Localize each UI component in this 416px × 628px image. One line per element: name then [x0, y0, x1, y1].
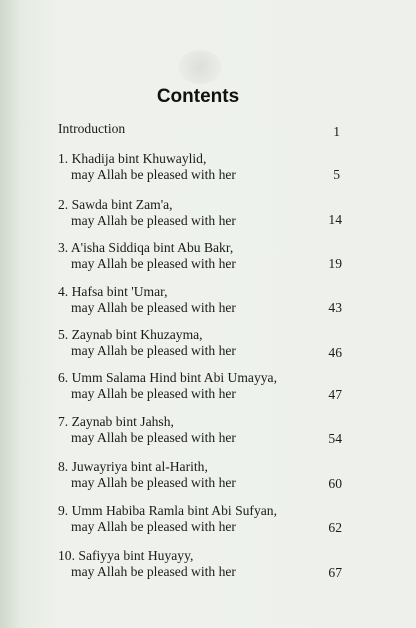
toc-entry-title: Introduction	[58, 121, 126, 136]
toc-entry-title: 6. Umm Salama Hind bint Abi Umayya,	[58, 370, 277, 385]
toc-entry-subtitle: may Allah be pleased with her	[71, 343, 236, 358]
toc-page-number: 14	[328, 212, 342, 227]
toc-page-number: 1	[333, 124, 340, 139]
toc-entry-aisha[interactable]	[58, 240, 338, 272]
toc-page-number: 60	[328, 476, 342, 491]
toc-page-number: 46	[328, 345, 342, 360]
toc-entry-title: 3. A'isha Siddiqa bint Abu Bakr,	[58, 240, 234, 255]
toc-entry-subtitle: may Allah be pleased with her	[71, 386, 236, 401]
toc-entry-subtitle: may Allah be pleased with her	[71, 300, 236, 315]
toc-entry-subtitle: may Allah be pleased with her	[71, 519, 236, 534]
toc-entry-hafsa[interactable]	[58, 284, 338, 316]
toc-entry-umm-habiba[interactable]	[58, 503, 338, 535]
toc-page-number: 19	[328, 256, 342, 271]
page-title: Contents	[156, 86, 240, 107]
toc-entry-title: 7. Zaynab bint Jahsh,	[58, 414, 174, 429]
toc-entry-subtitle: may Allah be pleased with her	[71, 167, 236, 182]
toc-entry-khadija[interactable]	[58, 151, 338, 183]
toc-entry-title: 5. Zaynab bint Khuzayma,	[58, 327, 203, 342]
toc-entry-umm-salama[interactable]	[58, 370, 338, 402]
toc-entry-subtitle: may Allah be pleased with her	[71, 213, 236, 228]
toc-entry-title: 2. Sawda bint Zam'a,	[58, 197, 173, 212]
toc-entry-title: 4. Hafsa bint 'Umar,	[58, 284, 168, 299]
toc-entry-subtitle: may Allah be pleased with her	[71, 475, 236, 490]
toc-page-number: 67	[328, 565, 342, 580]
toc-entry-subtitle: may Allah be pleased with her	[71, 256, 236, 271]
toc-entry-title: 9. Umm Habiba Ramla bint Abi Sufyan,	[58, 503, 277, 518]
toc-entry-sawda[interactable]	[58, 197, 338, 229]
bleed-through-ornament	[178, 50, 222, 84]
toc-entry-juwayriya[interactable]	[58, 459, 338, 491]
toc-page-number: 5	[333, 167, 340, 182]
toc-entry-subtitle: may Allah be pleased with her	[71, 430, 236, 445]
toc-entry-safiyya[interactable]	[58, 548, 338, 580]
toc-entry-zaynab-khuzayma[interactable]	[58, 327, 338, 359]
toc-page-number: 54	[328, 431, 342, 446]
toc-entry-title: 1. Khadija bint Khuwaylid,	[58, 151, 207, 166]
toc-entry-title: 10. Safiyya bint Huyayy,	[58, 548, 194, 563]
toc-entry-title: 8. Juwayriya bint al-Harith,	[58, 459, 208, 474]
toc-page-number: 47	[328, 387, 342, 402]
toc-entry-subtitle: may Allah be pleased with her	[71, 564, 236, 579]
toc-entry-introduction[interactable]	[58, 121, 338, 137]
toc-page-number: 43	[328, 300, 342, 315]
toc-entry-zaynab-jahsh[interactable]	[58, 414, 338, 446]
toc-page-number: 62	[328, 520, 342, 535]
